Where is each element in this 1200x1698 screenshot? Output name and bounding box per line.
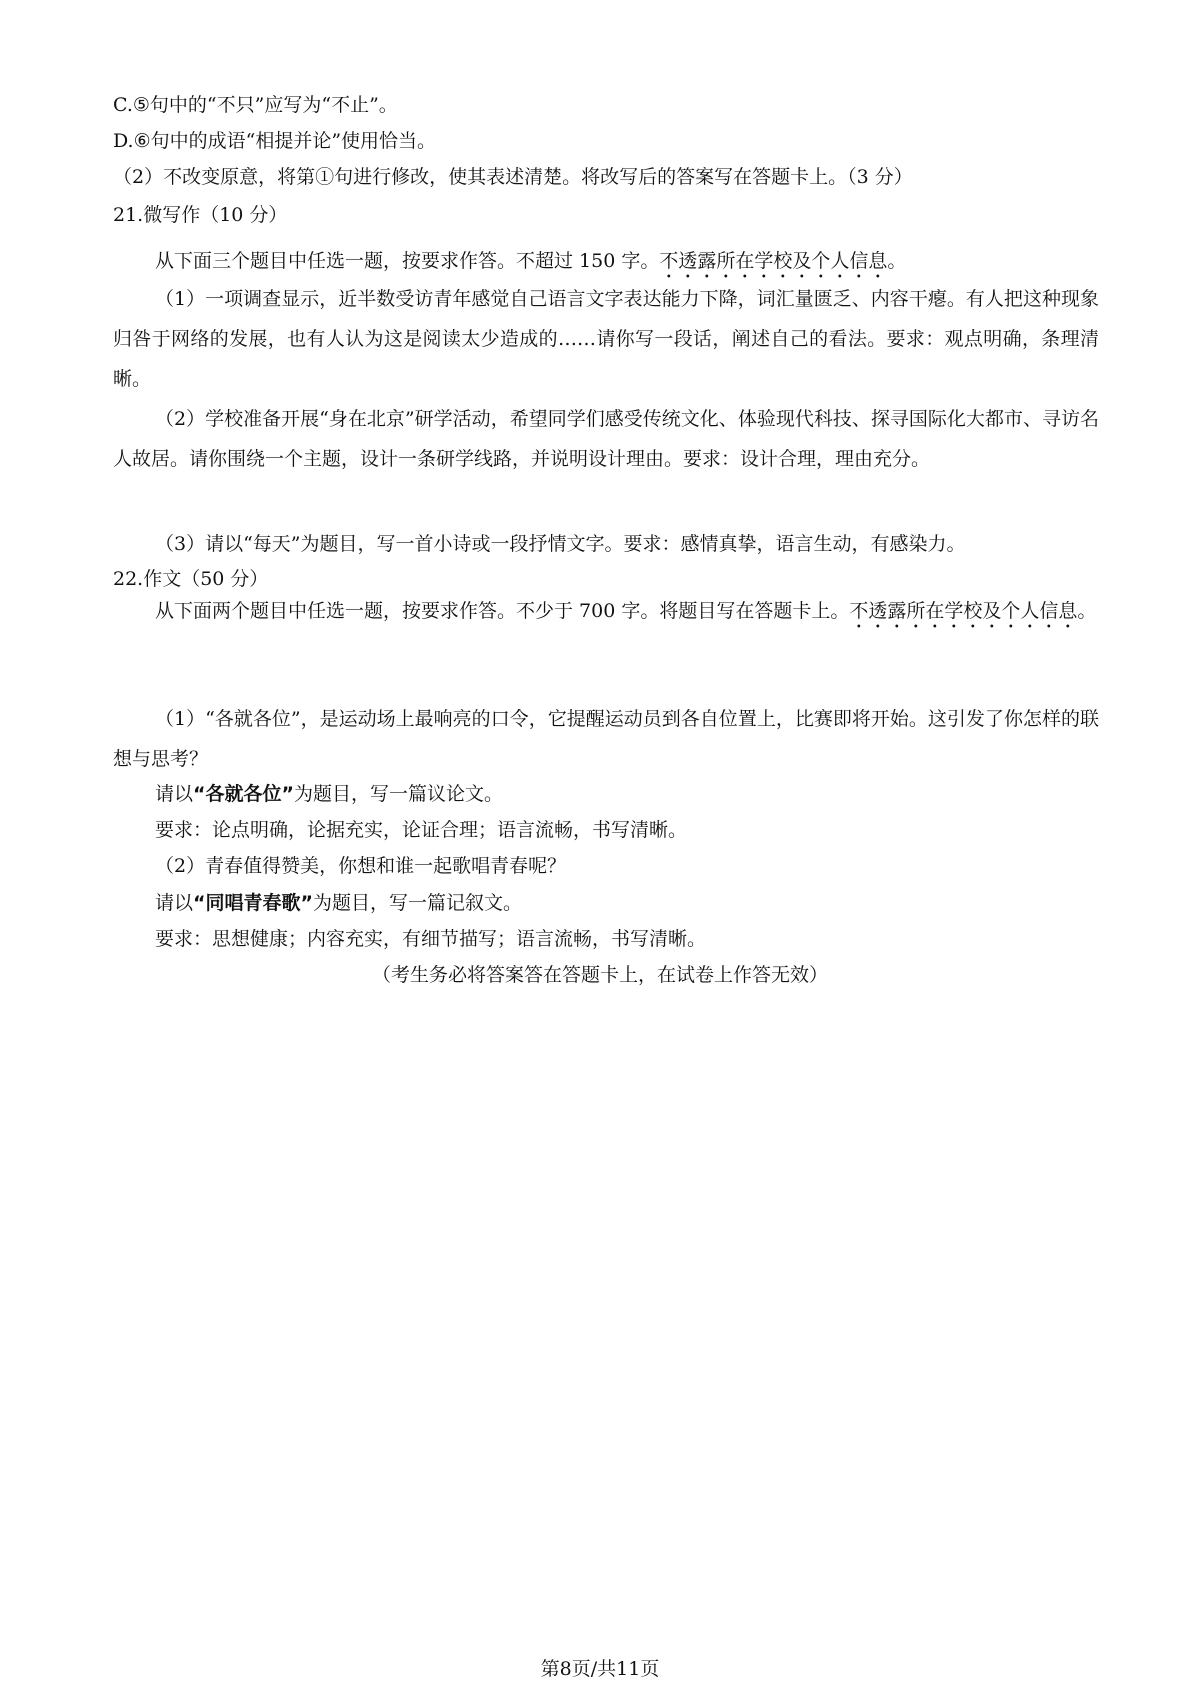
q20-option-c: C.⑤句中的“不只”应写为“不止”。 xyxy=(113,94,398,116)
q22-intro xyxy=(113,591,1099,633)
q20-subquestion-2: （2）不改变原意，将第①句进行修改，使其表述清楚。将改写后的答案写在答题卡上。（3 分） xyxy=(113,166,913,188)
page-footer: 第8页/共11页 xyxy=(540,1658,660,1680)
q21-item-1: （1）一项调查显示，近半数受访青年感觉自己语言文字表达能力下降，词汇量匮乏、内容干瘪。有人把这种现象归咎于网络的发展，也有人认为这是阅读太少造成的……请你写一段话，阐述自己的看法。要求：观点明确，条理清晰。 xyxy=(113,288,1099,390)
q22-intro-text: 从下面两个题目中任选一题，按要求作答。不少于 700 字。将题目写在答题卡上。 xyxy=(155,600,850,622)
q21-intro-end: 。 xyxy=(887,250,907,272)
q22-item-1-prompt-title: “各就各位” xyxy=(193,783,294,805)
q21-title: 21.微写作（10 分） xyxy=(113,204,288,226)
q22-item-1-prompt-post: 为题目，写一篇议论文。 xyxy=(294,783,504,805)
q21-intro xyxy=(155,249,906,283)
q21-item-2: （2）学校准备开展“身在北京”研学活动，希望同学们感受传统文化、体验现代科技、探寻国际化大都市、寻访名人故居。请你围绕一个主题，设计一条研学线路，并说明设计理由。要求：设计合理，理由充分。 xyxy=(113,408,1099,470)
q22-intro-end: 。 xyxy=(1077,600,1097,622)
q22-item-2-prompt xyxy=(155,891,522,915)
q22-item-2-prompt-post: 为题目，写一篇记叙文。 xyxy=(313,892,523,914)
q22-item-1-requirement: 要求：论点明确，论据充实，论证合理；语言流畅，书写清晰。 xyxy=(155,819,688,841)
q22-item-1-prompt xyxy=(155,782,503,806)
q22-item-2: （2）青春值得赞美，你想和谁一起歌唱青春呢？ xyxy=(155,855,567,877)
q21-item-3: （3）请以“每天”为题目，写一首小诗或一段抒情文字。要求：感情真挚，语言生动，有感染力。 xyxy=(155,533,966,555)
q21-intro-text: 从下面三个题目中任选一题，按要求作答。不超过 150 字。 xyxy=(155,250,660,272)
q20-option-d: D.⑥句中的成语“相提并论”使用恰当。 xyxy=(113,130,437,152)
q22-item-1-prompt-pre: 请以 xyxy=(155,783,194,805)
q22-item-2-requirement: 要求：思想健康；内容充实，有细节描写；语言流畅，书写清晰。 xyxy=(155,928,707,950)
q22-title: 22.作文（50 分） xyxy=(113,568,269,590)
q22-item-2-prompt-title: “同唱青春歌” xyxy=(193,892,313,914)
q22-item-2-prompt-pre: 请以 xyxy=(155,892,194,914)
q22-intro-emphasis: 不透露所在学校及个人信息 xyxy=(849,600,1078,622)
q21-intro-emphasis: 不透露所在学校及个人信息 xyxy=(659,250,888,272)
answer-note: （考生务必将答案答在答题卡上，在试卷上作答无效） xyxy=(371,964,828,986)
q22-item-1: （1）“各就各位”，是运动场上最响亮的口令，它提醒运动员到各自位置上，比赛即将开始。这引发了你怎样的联想与思考？ xyxy=(113,708,1099,770)
